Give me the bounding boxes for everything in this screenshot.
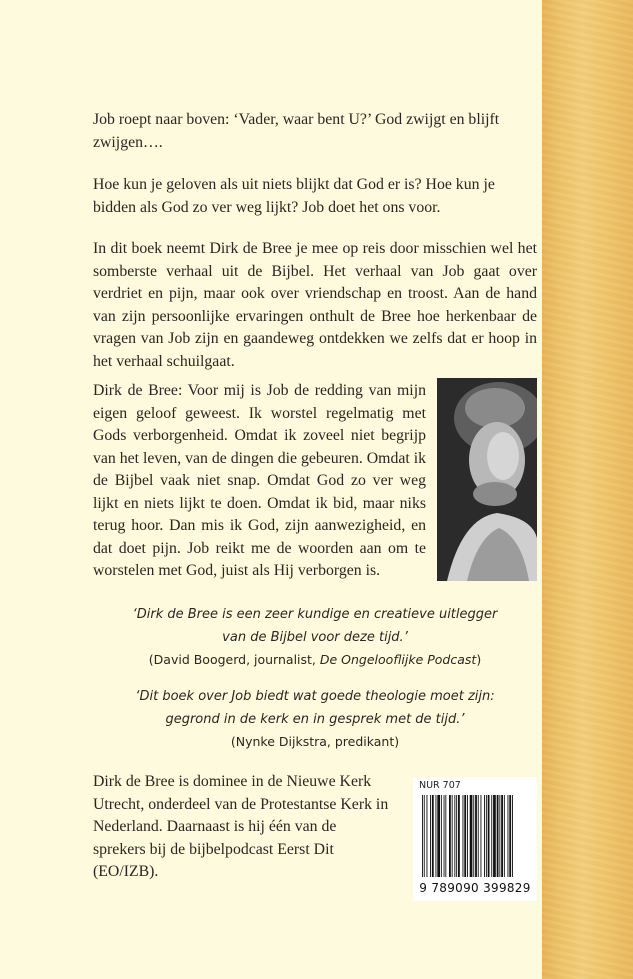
intro-paragraph: Job roept naar boven: ‘Vader, waar bent U?’ God zwijgt en blijft zwijgen…. (93, 111, 500, 151)
barcode-bar (449, 795, 451, 877)
barcode-bar (501, 795, 503, 877)
barcode-bar (491, 795, 492, 877)
author-bio-paragraph: Dirk de Bree is dominee in de Nieuwe Kerk Utrecht, onderdeel van de Protestantse Kerk in Nederland. Daarnaast is hij één van de sprekers bij de bijbelpodcast Eerst Dit (EO/IZB). (93, 773, 389, 880)
barcode-bar (424, 795, 425, 877)
barcode-bar (504, 795, 505, 877)
barcode-bar (467, 795, 468, 877)
quote-1-line-1: ‘Dirk de Bree is een zeer kundige en creatieve uitlegger (132, 607, 498, 622)
barcode-bar (488, 795, 490, 877)
endorsement-quote-2 (93, 686, 537, 754)
barcode-bar (478, 795, 479, 877)
nur-code: NUR 707 (419, 780, 461, 791)
author-statement-paragraph: Dirk de Bree: Voor mij is Job de redding van mijn eigen geloof geweest. Ik worstel regelmatig met Gods verborgenheid. Omdat ik zoveel niet begrijp van het leven, van de dingen die gebeuren. Omdat ik de Bijbel vaak niet snap. Omdat God zo ver weg lijkt en niets lijkt te doen. Omdat ik bid, maar niks terug hoor. Dan mis ik God, zijn aanwezigheid, en dat doet pijn. Job reikt me de woorden aan om te worstelen met God, juist als Hij verborgen is. (93, 382, 426, 579)
barcode-bars (422, 795, 530, 877)
barcode-bar (493, 795, 496, 877)
barcode-bar (422, 795, 423, 877)
question-paragraph: Hoe kun je geloven als uit niets blijkt dat God er is? Hoe kun je bidden als God zo ver weg lijkt? Job doet het ons voor. (93, 176, 495, 216)
description-paragraph: In dit boek neemt Dirk de Bree je mee op reis door misschien wel het somberste verhaal uit de Bijbel. Het verhaal van Job gaat over verdriet en pijn, maar ook over vriendschap en troost. Aan de hand van zijn persoonlijke ervaringen onthult de Bree hoe herkenbaar de vragen van Job zijn en gaandeweg ontdekken we zelfs dat er hoop in het verhaal schuilgaat. (93, 240, 537, 370)
barcode-bar (454, 795, 455, 877)
barcode-bar (475, 795, 477, 877)
barcode-bar (441, 795, 442, 877)
barcode-bar (432, 795, 434, 877)
quote-2-line-2: gegrond in de kerk en in gesprek met de tijd.’ (165, 711, 465, 727)
barcode-bar (463, 795, 464, 877)
barcode-bar (473, 795, 474, 877)
author-photo (437, 378, 537, 581)
isbn-barcode (413, 777, 537, 901)
barcode-bar (427, 795, 428, 877)
barcode-bar (456, 795, 457, 877)
barcode-bar (458, 795, 460, 877)
quote-1-line-2: van de Bijbel voor deze tijd.’ (222, 629, 408, 645)
barcode-bar (436, 795, 437, 877)
barcode-bar (508, 795, 509, 877)
barcode-bar (470, 795, 473, 877)
quote-2-line-1: ‘Dit boek over Job biedt wat goede theologie moet zijn: (135, 689, 495, 704)
quote-2-source: (Nynke Dijkstra, predikant) (230, 734, 400, 749)
barcode-bar (499, 795, 500, 877)
barcode-bar (486, 795, 487, 877)
barcode-bar (452, 795, 453, 877)
barcode-bar (497, 795, 499, 877)
barcode-bar (509, 795, 511, 877)
barcode-bar (512, 795, 513, 877)
barcode-bar (437, 795, 440, 877)
barcode-bar (430, 795, 431, 877)
barcode-bar (445, 795, 446, 877)
barcode-bar (484, 795, 485, 877)
barcode-bar (444, 795, 445, 877)
isbn-number: 9 789090 399829 (419, 881, 531, 895)
endorsement-quote-1 (93, 604, 537, 672)
barcode-bar (464, 795, 466, 877)
barcode-bar (481, 795, 482, 877)
quote-1-source: (David Boogerd, journalist, De Ongelooflijke Podcast) (148, 652, 482, 667)
spine-strip (542, 0, 633, 979)
